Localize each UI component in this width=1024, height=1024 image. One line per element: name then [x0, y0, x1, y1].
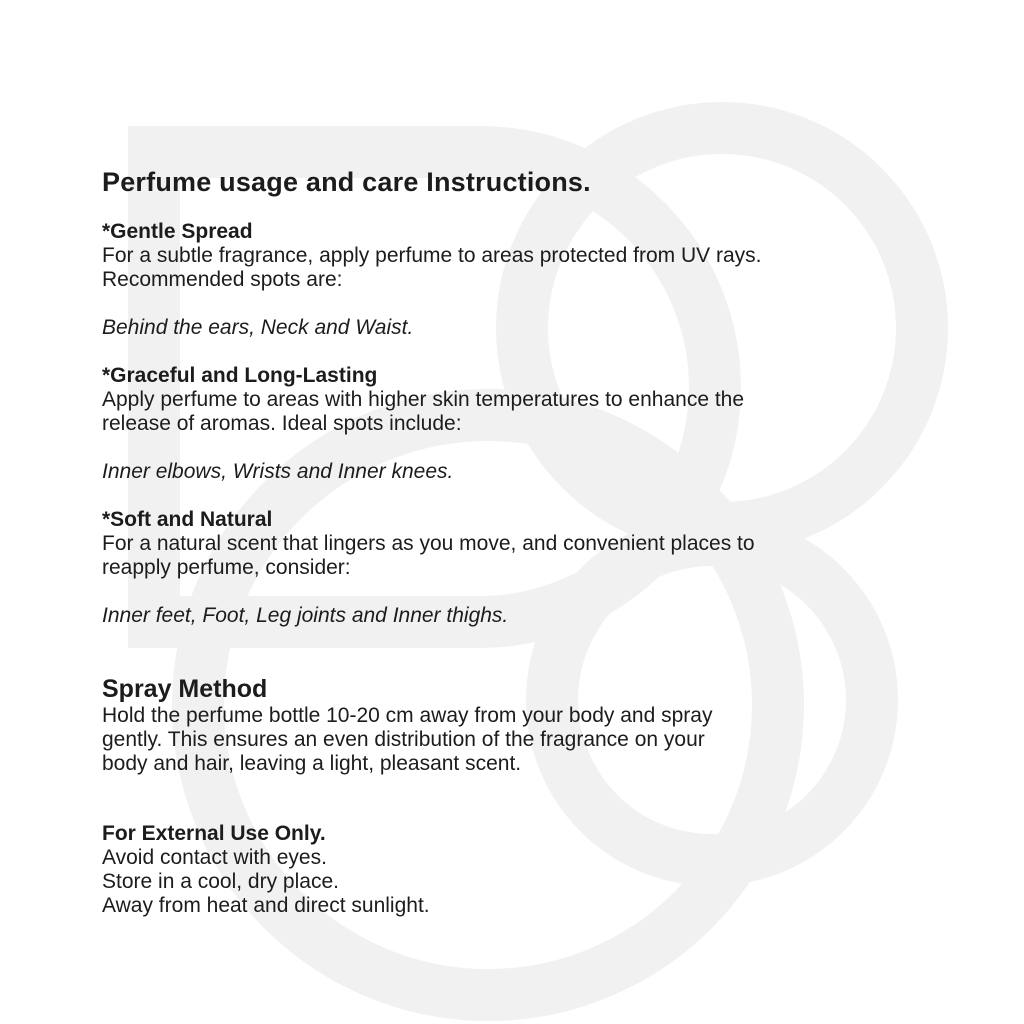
section-graceful-long-lasting — [102, 364, 942, 484]
spray-method-section — [102, 674, 942, 776]
section-text: release of aromas. Ideal spots include: — [102, 412, 462, 435]
spray-method-heading: Spray Method — [102, 675, 268, 703]
recommended-spots: Inner feet, Foot, Leg joints and Inner thighs. — [102, 604, 509, 627]
external-use-text: Store in a cool, dry place. — [102, 870, 339, 893]
page-title: Perfume usage and care Instructions. — [102, 167, 591, 197]
instructions-content — [102, 164, 942, 918]
recommended-spots: Behind the ears, Neck and Waist. — [102, 316, 414, 339]
section-text: Recommended spots are: — [102, 268, 343, 291]
section-soft-natural — [102, 508, 942, 628]
external-use-text: Away from heat and direct sunlight. — [102, 894, 430, 917]
section-heading: *Graceful and Long-Lasting — [102, 364, 378, 387]
spray-method-text: body and hair, leaving a light, pleasant scent. — [102, 752, 522, 775]
section-heading: *Gentle Spread — [102, 220, 253, 243]
section-heading: *Soft and Natural — [102, 508, 273, 531]
section-gentle-spread — [102, 220, 942, 340]
section-text: For a natural scent that lingers as you move, and convenient places to — [102, 532, 755, 555]
section-text: reapply perfume, consider: — [102, 556, 351, 579]
section-text: Apply perfume to areas with higher skin temperatures to enhance the — [102, 388, 745, 411]
spray-method-text: Hold the perfume bottle 10-20 cm away from your body and spray — [102, 704, 713, 727]
spray-method-text: gently. This ensures an even distribution of the fragrance on your — [102, 728, 705, 751]
section-text: For a subtle fragrance, apply perfume to areas protected from UV rays. — [102, 244, 762, 267]
recommended-spots: Inner elbows, Wrists and Inner knees. — [102, 460, 454, 483]
external-use-section — [102, 822, 942, 918]
external-use-text: Avoid contact with eyes. — [102, 846, 327, 869]
external-use-heading: For External Use Only. — [102, 822, 326, 845]
